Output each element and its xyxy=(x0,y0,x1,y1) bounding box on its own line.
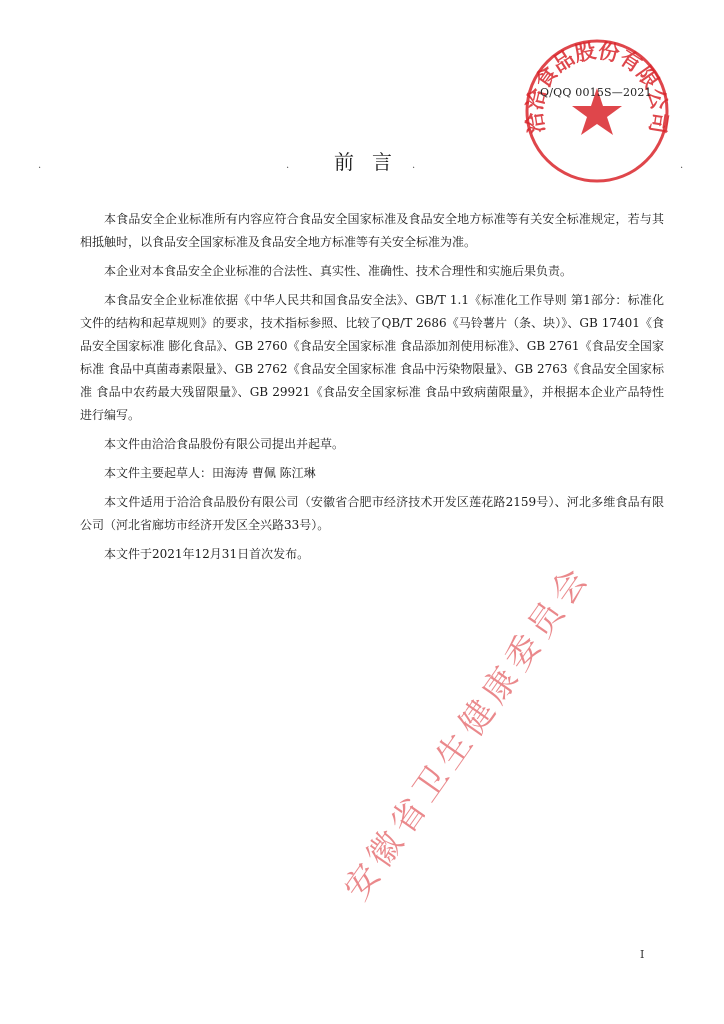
seal-text: 洽洽食品股份有限公司 xyxy=(522,38,672,135)
scan-dot: . xyxy=(38,160,42,171)
paragraph: 本食品安全企业标准依据《中华人民共和国食品安全法》、GB/T 1.1《标准化工作导则 第1部分：标准化文件的结构和起草规则》的要求，技术指标参照、比较了QB/T 2686《马铃薯片（条、块）》、GB 17401《食品安全国家标准 膨化食品》、GB 2760《食品安全国家标准 食品添加剂使用标准》、GB 2761《食品安全国家标准 食品中真菌毒素限量》、GB 2762《食品安全国家标准 食品中污染物限量》、GB 2763《食品安全国家标准 食品中农药最大残留限量》、GB 29921《食品安全国家标准 食品中致病菌限量》，并根据本企业产品特性进行编写。 xyxy=(80,293,664,422)
scan-dot: . xyxy=(412,160,416,171)
paragraph: 本文件适用于洽洽食品股份有限公司（安徽省合肥市经济技术开发区莲花路2159号）、河北多维食品有限公司（河北省廊坊市经济开发区全兴路33号）。 xyxy=(80,495,664,532)
scan-dot: . xyxy=(680,160,684,171)
scan-dot: . xyxy=(286,160,290,171)
document-code: Q/QQ 0015S—2021 xyxy=(540,86,652,99)
paragraph: 本文件于2021年12月31日首次发布。 xyxy=(104,547,310,561)
preface-body xyxy=(80,208,664,572)
paragraph: 本文件主要起草人：田海涛 曹佩 陈江琳 xyxy=(104,466,316,480)
page-number: I xyxy=(640,948,645,961)
paragraph: 本食品安全企业标准所有内容应符合食品安全国家标准及食品安全地方标准等有关安全标准规定，若与其相抵触时，以食品安全国家标准及食品安全地方标准等有关安全标准为准。 xyxy=(80,212,664,249)
approval-watermark: 安徽省卫生健康委员会 xyxy=(336,556,599,908)
paragraph: 本文件由洽洽食品股份有限公司提出并起草。 xyxy=(104,437,345,451)
paragraph: 本企业对本食品安全企业标准的合法性、真实性、准确性、技术合理性和实施后果负责。 xyxy=(104,264,573,278)
page-title: 前言 xyxy=(334,150,410,174)
